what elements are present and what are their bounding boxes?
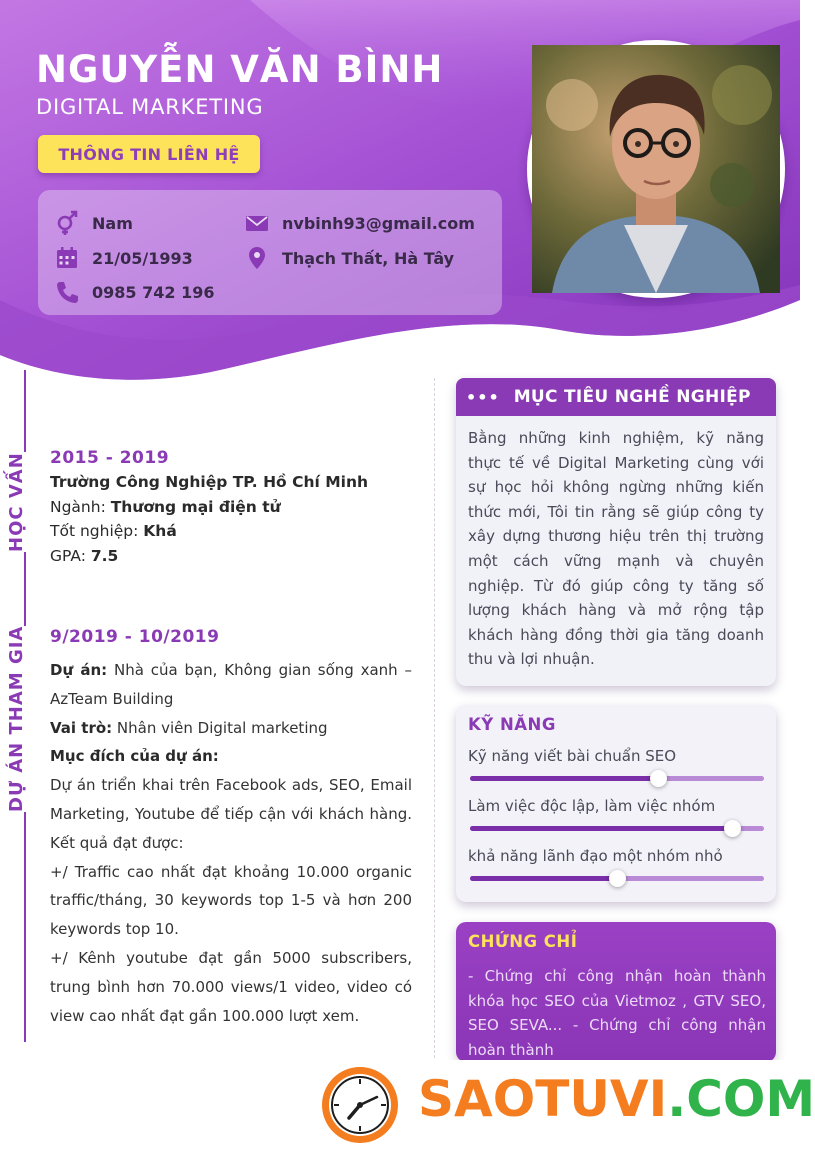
dots-icon: ••• [466, 387, 500, 407]
job-title: DIGITAL MARKETING [36, 95, 264, 119]
profile-photo-frame [527, 40, 785, 298]
address-text: Thạch Thất, Hà Tây [282, 248, 455, 268]
result-1: +/ Traffic cao nhất đạt khoảng 10.000 organic traffic/tháng, 30 keywords top 1-5 và hơn 200 keywords top 10. [50, 862, 412, 939]
purpose-label: Mục đích của dự án: [50, 747, 219, 766]
phone-icon [54, 279, 80, 305]
address-item [244, 245, 454, 271]
school-name: Trường Công Nghiệp TP. Hồ Chí Minh [50, 473, 369, 491]
purpose-text: Dự án triển khai trên Facebook ads, SEO, Email Marketing, Youtube để tiếp cận với khách hàng. Kết quả đạt được: [50, 776, 412, 852]
certificates-card [456, 922, 776, 1062]
career-goal-header [456, 378, 776, 416]
career-goal-card [456, 378, 776, 686]
birthday-item [54, 245, 193, 271]
education-years: 2015 - 2019 [50, 448, 170, 468]
skill-knob-3 [609, 870, 626, 887]
gpa-value: 7.5 [90, 547, 119, 565]
certificates-title: CHỨNG CHỈ [468, 932, 578, 951]
purpose-label-line [50, 742, 412, 771]
role-value: Nhân viên Digital marketing [112, 718, 328, 737]
skill-fill-2 [470, 826, 732, 831]
contact-info-tag: THÔNG TIN LIÊN HỆ [38, 135, 260, 173]
grad-value: Khá [143, 522, 177, 540]
skill-label-1: Kỹ năng viết bài chuẩn SEO [468, 747, 677, 765]
career-goal-title: MỤC TIÊU NGHỀ NGHIỆP [513, 387, 751, 407]
candidate-name: NGUYỄN VĂN BÌNH [36, 48, 444, 91]
email-icon [244, 210, 270, 236]
gender-item [54, 210, 133, 236]
gender-text: Nam [92, 213, 133, 233]
major-line [50, 498, 281, 516]
phone-item [54, 279, 214, 305]
skill-bar-1 [470, 776, 764, 781]
skill-fill-3 [470, 876, 617, 881]
header [0, 0, 800, 400]
watermark-part-1: SAOTUVI [418, 1070, 668, 1128]
skill-bar-3 [470, 876, 764, 881]
skills-card [456, 705, 776, 902]
column-divider [434, 378, 435, 1058]
email-item [244, 210, 475, 236]
career-goal-text: Bằng những kinh nghiệm, kỹ năng thực tế về Digital Marketing cùng với sự học hỏi không ngừng những kiến thức mới, Tôi tin rằng sẽ giúp công ty xây dựng thương hiệu trên thị trường một cách vững mạnh và chuyên nghiệp. Từ đó giúp công ty tăng số lượng khách hàng và mở rộng tập khách hàng đồng thời gia tăng doanh thu và lợi nhuận. [468, 429, 764, 669]
birthday-text: 21/05/1993 [92, 248, 193, 268]
clock-logo-icon [320, 1065, 400, 1145]
grad-label: Tốt nghiệp: [50, 522, 144, 540]
watermark-part-2: .COM [667, 1070, 815, 1128]
project-line [50, 656, 412, 714]
skill-knob-2 [724, 820, 741, 837]
education-section-label: HỌC VẤN [0, 452, 33, 552]
contact-box [38, 190, 502, 315]
project-details [50, 656, 412, 1030]
skill-fill-1 [470, 776, 658, 781]
gpa-label: GPA: [50, 547, 91, 565]
major-value: Thương mại điện tử [110, 498, 281, 516]
skill-label-3: khả năng lãnh đạo một nhóm nhỏ [468, 847, 723, 865]
role-label: Vai trò: [50, 718, 113, 737]
certificates-text: - Chứng chỉ công nhận hoàn thành khóa học SEO của Vietmoz , GTV SEO, SEO SEVA... - Chứng chỉ công nhận hoàn thành [468, 967, 766, 1059]
skill-bar-2 [470, 826, 764, 831]
gpa-line [50, 547, 118, 565]
skill-knob-1 [650, 770, 667, 787]
major-label: Ngành: [50, 498, 111, 516]
projects-section-label: DỰ ÁN THAM GIA [0, 626, 33, 812]
result-2: +/ Kênh youtube đạt gần 5000 subscribers, trung bình hơn 70.000 views/1 video, video có view cao nhất đạt gần 100.000 lượt xem. [50, 948, 412, 1025]
skills-title: KỸ NĂNG [468, 715, 556, 734]
location-pin-icon [244, 245, 270, 271]
project-label: Dự án: [50, 661, 108, 679]
project-dates: 9/2019 - 10/2019 [50, 627, 220, 647]
gender-icon [54, 210, 80, 236]
profile-photo [532, 45, 780, 293]
phone-text: 0985 742 196 [92, 282, 215, 302]
email-text: nvbinh93@gmail.com [282, 213, 475, 233]
project-value: Nhà của bạn, Không gian sống xanh – AzTeam Building [50, 661, 412, 708]
skill-label-2: Làm việc độc lập, làm việc nhóm [468, 797, 716, 815]
grad-line [50, 522, 177, 540]
calendar-icon [54, 245, 80, 271]
role-line [50, 714, 412, 743]
watermark-text [418, 1070, 815, 1128]
